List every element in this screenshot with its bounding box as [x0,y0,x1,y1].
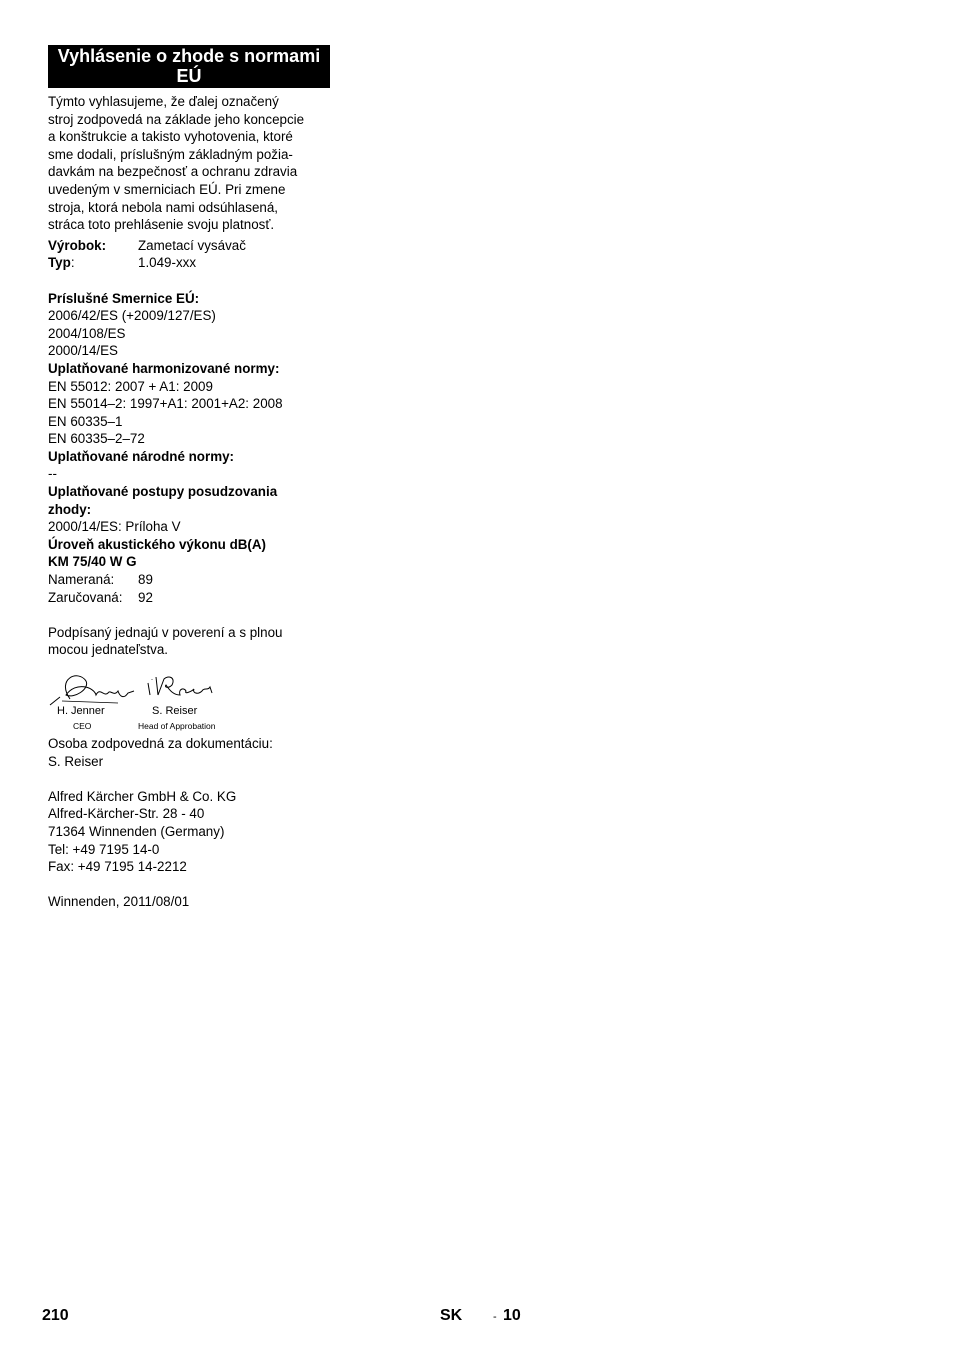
procedures-label: Uplatňované postupy posudzovania zhody: [48,484,278,517]
sound-model: KM 75/40 W G [48,554,137,570]
guaranteed-row: Zaručovaná: 92 [48,589,153,605]
measured-row: Nameraná: 89 [48,572,153,588]
standard-item: EN 60335–2–72 [48,431,145,447]
language-code: SK [440,1307,463,1324]
standard-item: EN 60335–1 [48,413,123,429]
sound-label: Úroveň akustického výkonu dB(A) [48,536,267,552]
place-date: Winnenden, 2011/08/01 [48,894,190,910]
directive-item: 2000/14/ES [48,343,118,359]
signed-paragraph: Podpísaný jednajú v poverení a s plnou mocou jednateľstva. [48,624,283,658]
footer-dash: - [493,1311,497,1323]
directives-label: Príslušné Smernice EÚ: [48,290,200,306]
national-value: -- [48,466,57,482]
signatory-name: H. Jenner [57,705,105,717]
harmonized-label: Uplatňované harmonizované normy: [48,360,280,376]
standard-item: EN 55014–2: 1997+A1: 2001+A2: 2008 [48,396,283,412]
section-page: 10 [503,1307,521,1324]
product-row: Výrobok: Zametací vysávač [48,237,246,253]
signatory-name: S. Reiser [152,705,198,717]
national-label: Uplatňované národné normy: [48,448,235,464]
signatory-role: CEO [73,721,92,731]
procedures-value: 2000/14/ES: Príloha V [48,519,181,535]
company-address: Alfred Kärcher GmbH & Co. KG Alfred-Kärcher-Str. 28 - 40 71364 Winnenden (Germany) Tel: +49 7195 14-0 Fax: +49 7195 14-2212 [48,788,237,875]
intro-paragraph: Týmto vyhlasujeme, že ďalej označený stroj zodpovedá na základe jeho koncepcie a konštrukcie a takisto vyhotovenia, ktoré sme dodali, príslušným základným požia- davkám na bezpečnosť a ochranu zdravia uvedeným v smerniciach EÚ. Pri zmene stroja, ktorá nebola nami odsúhlasená, stráca toto prehlásenie svoju platnosť. [48,94,305,233]
page-title: Vyhlásenie o zhode s normami EÚ [48,45,330,88]
signatory-role: Head of Approbation [138,721,216,731]
type-row: Typ: 1.049-xxx [48,255,197,271]
signature-block [48,669,330,733]
directive-item: 2006/42/ES (+2009/127/ES) [48,308,216,324]
doc-person: Osoba zodpovedná za dokumentáciu: S. Reiser [48,736,273,769]
standard-item: EN 55012: 2007 + A1: 2009 [48,378,213,394]
page-number: 210 [42,1307,69,1324]
declaration-column [48,45,330,911]
directive-item: 2004/108/ES [48,325,126,341]
